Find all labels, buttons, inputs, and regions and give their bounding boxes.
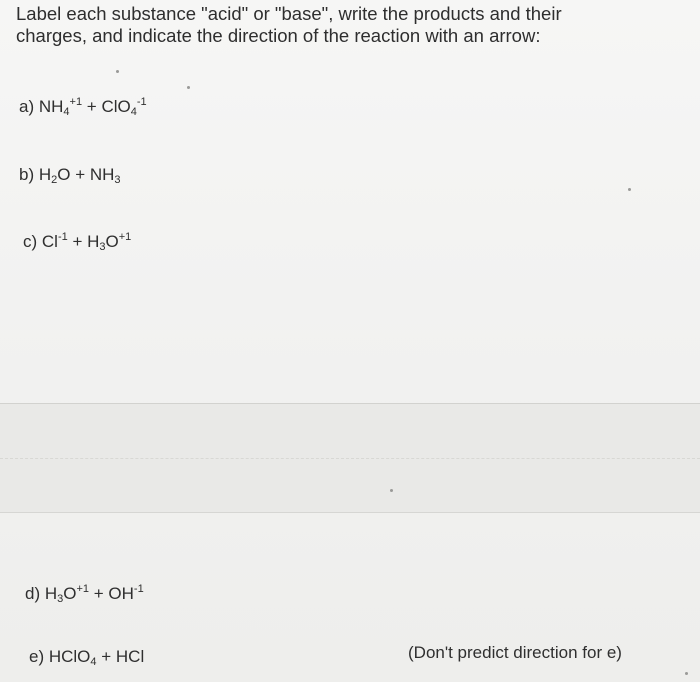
problem-b: b) $H_2O + NH_3$ bbox=[19, 165, 121, 186]
divider-line bbox=[0, 512, 700, 513]
divider-line bbox=[0, 403, 700, 404]
dashed-divider-line bbox=[0, 458, 700, 459]
note-e: (Don't predict direction for e) bbox=[408, 643, 622, 662]
problem-a: a) $NH_4^{+1} + ClO_4^{-1}$ bbox=[19, 96, 147, 118]
problem-e: e) HClO$_4$ + HCl bbox=[29, 647, 145, 668]
problem-d: d) $H_3O^{+1} + OH^{-1}$ bbox=[25, 583, 144, 605]
speck-mark bbox=[685, 672, 688, 675]
problem-c: c) $Cl^{-1} + H_3O^{+1}$ bbox=[23, 231, 132, 253]
speck-mark bbox=[187, 86, 190, 89]
speck-mark bbox=[116, 70, 119, 73]
speck-mark bbox=[628, 188, 631, 191]
speck-mark bbox=[390, 489, 393, 492]
instructions-text: Label each substance "acid" or "base", write the products and their charges, and indicate the direction of the reaction with an arrow: bbox=[16, 3, 562, 46]
